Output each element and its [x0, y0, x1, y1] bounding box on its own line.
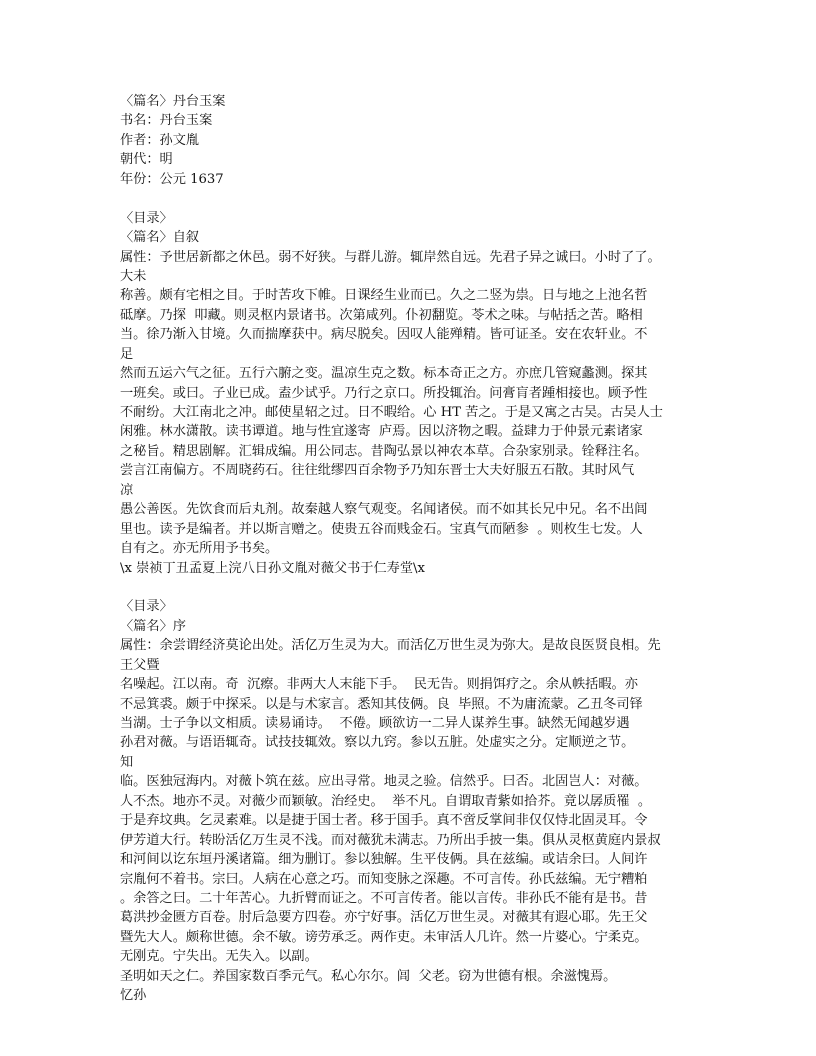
text-line: 名噪起。江以南。奇 沉瘵。非两大人末能下手。 民无告。则捐饵疗之。余从帙括暇。亦: [120, 677, 638, 693]
text-line: 王父暨: [120, 657, 160, 673]
text-line: 砥摩。乃探 叩藏。则灵枢内景诸书。次第咸列。仆初翻览。苓术之味。与帖括之苦。略相: [120, 307, 643, 323]
section-preface-self: [120, 209, 710, 578]
dynasty-line: 朝代：明: [120, 152, 173, 168]
text-line: 凉: [120, 482, 134, 498]
text-line: 无刚克。宁失出。无失入。以副。: [120, 949, 318, 965]
text-line: 一班矣。或曰。子业已成。盍少试乎。乃行之京口。所投辄治。问膏肓者踵相接也。顾予性: [120, 385, 648, 401]
text-line: 临。医独冠海内。对薇卜筑在兹。应出寻常。地灵之验。信然乎。曰否。北固岂人：对薇。: [120, 774, 648, 790]
text-line: 〈篇名〉序: [120, 618, 186, 634]
text-line: 孙君对薇。与语语辄奇。试技技辄效。察以九窍。参以五脏。处虚实之分。定顺逆之节。: [120, 735, 635, 751]
blank-line: [120, 578, 710, 597]
text-line: 忆孙: [120, 988, 147, 1004]
text-line: 伊芳道大行。转盼活亿万生灵不浅。而对薇犹未满志。乃所出手披一集。俱从灵枢黄庭内景叔: [120, 832, 661, 848]
text-line: \x 崇祯丁丑孟夏上浣八日孙文胤对薇父书于仁寿堂\x: [120, 560, 425, 576]
text-line: 当湖。士子争以文相质。读易诵诗。 不倦。顾欲访一二异人谋养生事。缺然无闻越岁遇: [120, 716, 630, 731]
text-line: 〈目录〉: [120, 599, 173, 615]
text-line: 于是弃坟典。乞灵素难。以是捷于国士者。移于国手。真不啻反掌间非仅仅恃北固灵耳。令: [120, 813, 648, 829]
text-line: 愚公善医。先饮食而后丸剂。故秦越人察气观变。名闻诸侯。而不如其长兄中兄。名不出闾: [120, 502, 648, 518]
section-preface: [120, 597, 710, 1005]
text-line: 尝言江南偏方。不周晓药石。往往纰缪四百余物予乃知东晋士大夫好服五石散。其时风气: [120, 463, 635, 479]
text-line: 不耐纷。大江南北之冲。邮使星轺之过。日不暇给。心 HT 苦之。于是又寓之古吴。古吴人士: [120, 405, 663, 420]
text-line: 知: [120, 754, 134, 770]
blank-line: [120, 189, 710, 208]
text-line: 〈目录〉: [120, 210, 173, 226]
text-line: 〈篇名〉自叙: [120, 230, 200, 246]
text-line: 自有之。亦无所用予书矣。: [120, 541, 279, 557]
text-line: 称善。颇有宅相之目。于时苦攻下帷。日课经生业而已。久之二竖为祟。日与地之上池名哲: [120, 288, 648, 304]
document-page: [120, 92, 710, 1006]
text-line: 属性：余尝谓经济莫论出处。活亿万生灵为大。而活亿万世生灵为弥大。是故良医贤良相。先: [120, 638, 661, 654]
year-line: 年份：公元 1637: [120, 171, 224, 187]
text-line: 人不杰。地亦不灵。对薇少而颖敏。治经史。 举不凡。自谓取青紫如拾芥。竟以孱质罹 。: [120, 793, 652, 809]
text-line: 暨先大人。颇称世德。余不敏。谤劳承乏。两作吏。未审活人几许。然一片婆心。宁柔克。: [120, 929, 648, 945]
text-line: 当。徐乃渐入甘境。久而揣摩获中。病尽脱矣。因叹人能殚精。皆可证圣。安在农轩业。不: [120, 327, 648, 343]
text-line: 。余答之曰。二十年苦心。九折臂而证之。不可言传者。能以言传。非孙氏不能有是书。昔: [120, 890, 648, 906]
book-name-line: 书名：丹台玉案: [120, 113, 213, 129]
author-line: 作者：孙文胤: [120, 132, 200, 148]
text-line: 葛洪抄金匮方百卷。肘后急要方四卷。亦宁好事。活亿万世生灵。对薇其有遐心耶。先王父: [120, 910, 648, 926]
title-line: 〈篇名〉丹台玉案: [120, 94, 226, 109]
text-line: 和河间以讫东垣丹溪诸篇。细为删订。参以独解。生平伎俩。具在兹编。或诘余曰。人间许: [120, 852, 648, 868]
text-line: 宗胤何不着书。宗曰。人病在心意之巧。而知变脉之深趣。不可言传。孙氏兹编。无宁糟粕: [120, 871, 648, 887]
text-line: 里也。读予是编者。并以斯言赠之。使贵五谷而贱金石。宝真气而陋参 。则枚生七发。人: [120, 521, 643, 537]
text-line: 足: [120, 346, 134, 362]
text-line: 然而五运六气之征。五行六腑之变。温凉生克之数。标本奇正之方。亦庶几管窥蠡测。探其: [120, 366, 648, 382]
text-line: 圣明如天之仁。养国家数百季元气。私心尔尔。闾 父老。窃为世德有根。余滋愧焉。: [120, 968, 617, 984]
text-line: 大未: [120, 268, 147, 284]
text-line: 属性：予世居新都之休邑。弱不好狭。与群儿游。辄岸然自远。先君子异之诚曰。小时了了。: [120, 249, 661, 265]
text-line: 之秘旨。精思剧解。汇辑成编。用公同志。昔陶弘景以神农本草。合杂家别录。铨释注名。: [120, 443, 648, 459]
text-line: 不忌箕裘。颇于中探采。以是与术家言。悉知其伎俩。良 毕照。不为庸流蒙。乙丑冬司铎: [120, 696, 643, 712]
text-line: 闲雅。林水潇散。读书谭道。地与性宜遂寄 庐焉。因以济物之暇。益肆力于仲景元素诸家: [120, 424, 643, 440]
